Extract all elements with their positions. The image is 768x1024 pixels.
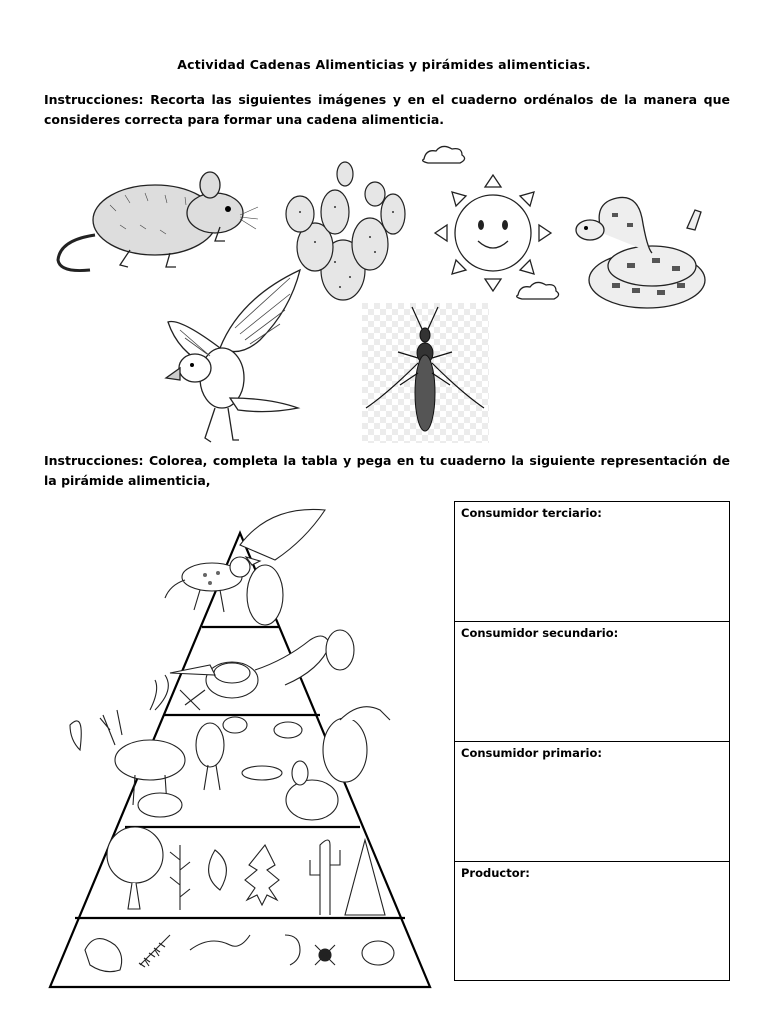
eagle-icon [160,268,305,450]
snake-icon [572,188,717,313]
page-title: Actividad Cadenas Alimenticias y pirámides alimenticias. [177,57,591,72]
decomposers-drawing [85,935,394,972]
mouse-icon [50,165,260,280]
secondary-consumers-drawing [170,630,354,710]
table-row-productor: Productor: [461,866,530,880]
sun-icon [418,145,568,305]
table-row-terciario: Consumidor terciario: [455,502,729,622]
tertiary-consumers-drawing [165,509,325,625]
instructions-cut: Instrucciones: Recorta las siguientes imágenes y en el cuaderno ordénalos de la manera que consideres correcta para formar una cadena alimenticia. [44,92,730,127]
producers-drawing [107,827,385,915]
table-row-primario: Consumidor primario: [455,742,729,862]
table-row-secundario: Consumidor secundario: [455,622,729,742]
pyramid-outline [50,533,430,987]
consumer-table [454,501,730,981]
food-pyramid [40,505,440,995]
instructions-color: Instrucciones: Colorea, completa la tabla y pega en tu cuaderno la siguiente representación de la pirámide alimenticia, [44,453,730,488]
insect-icon [362,303,489,443]
